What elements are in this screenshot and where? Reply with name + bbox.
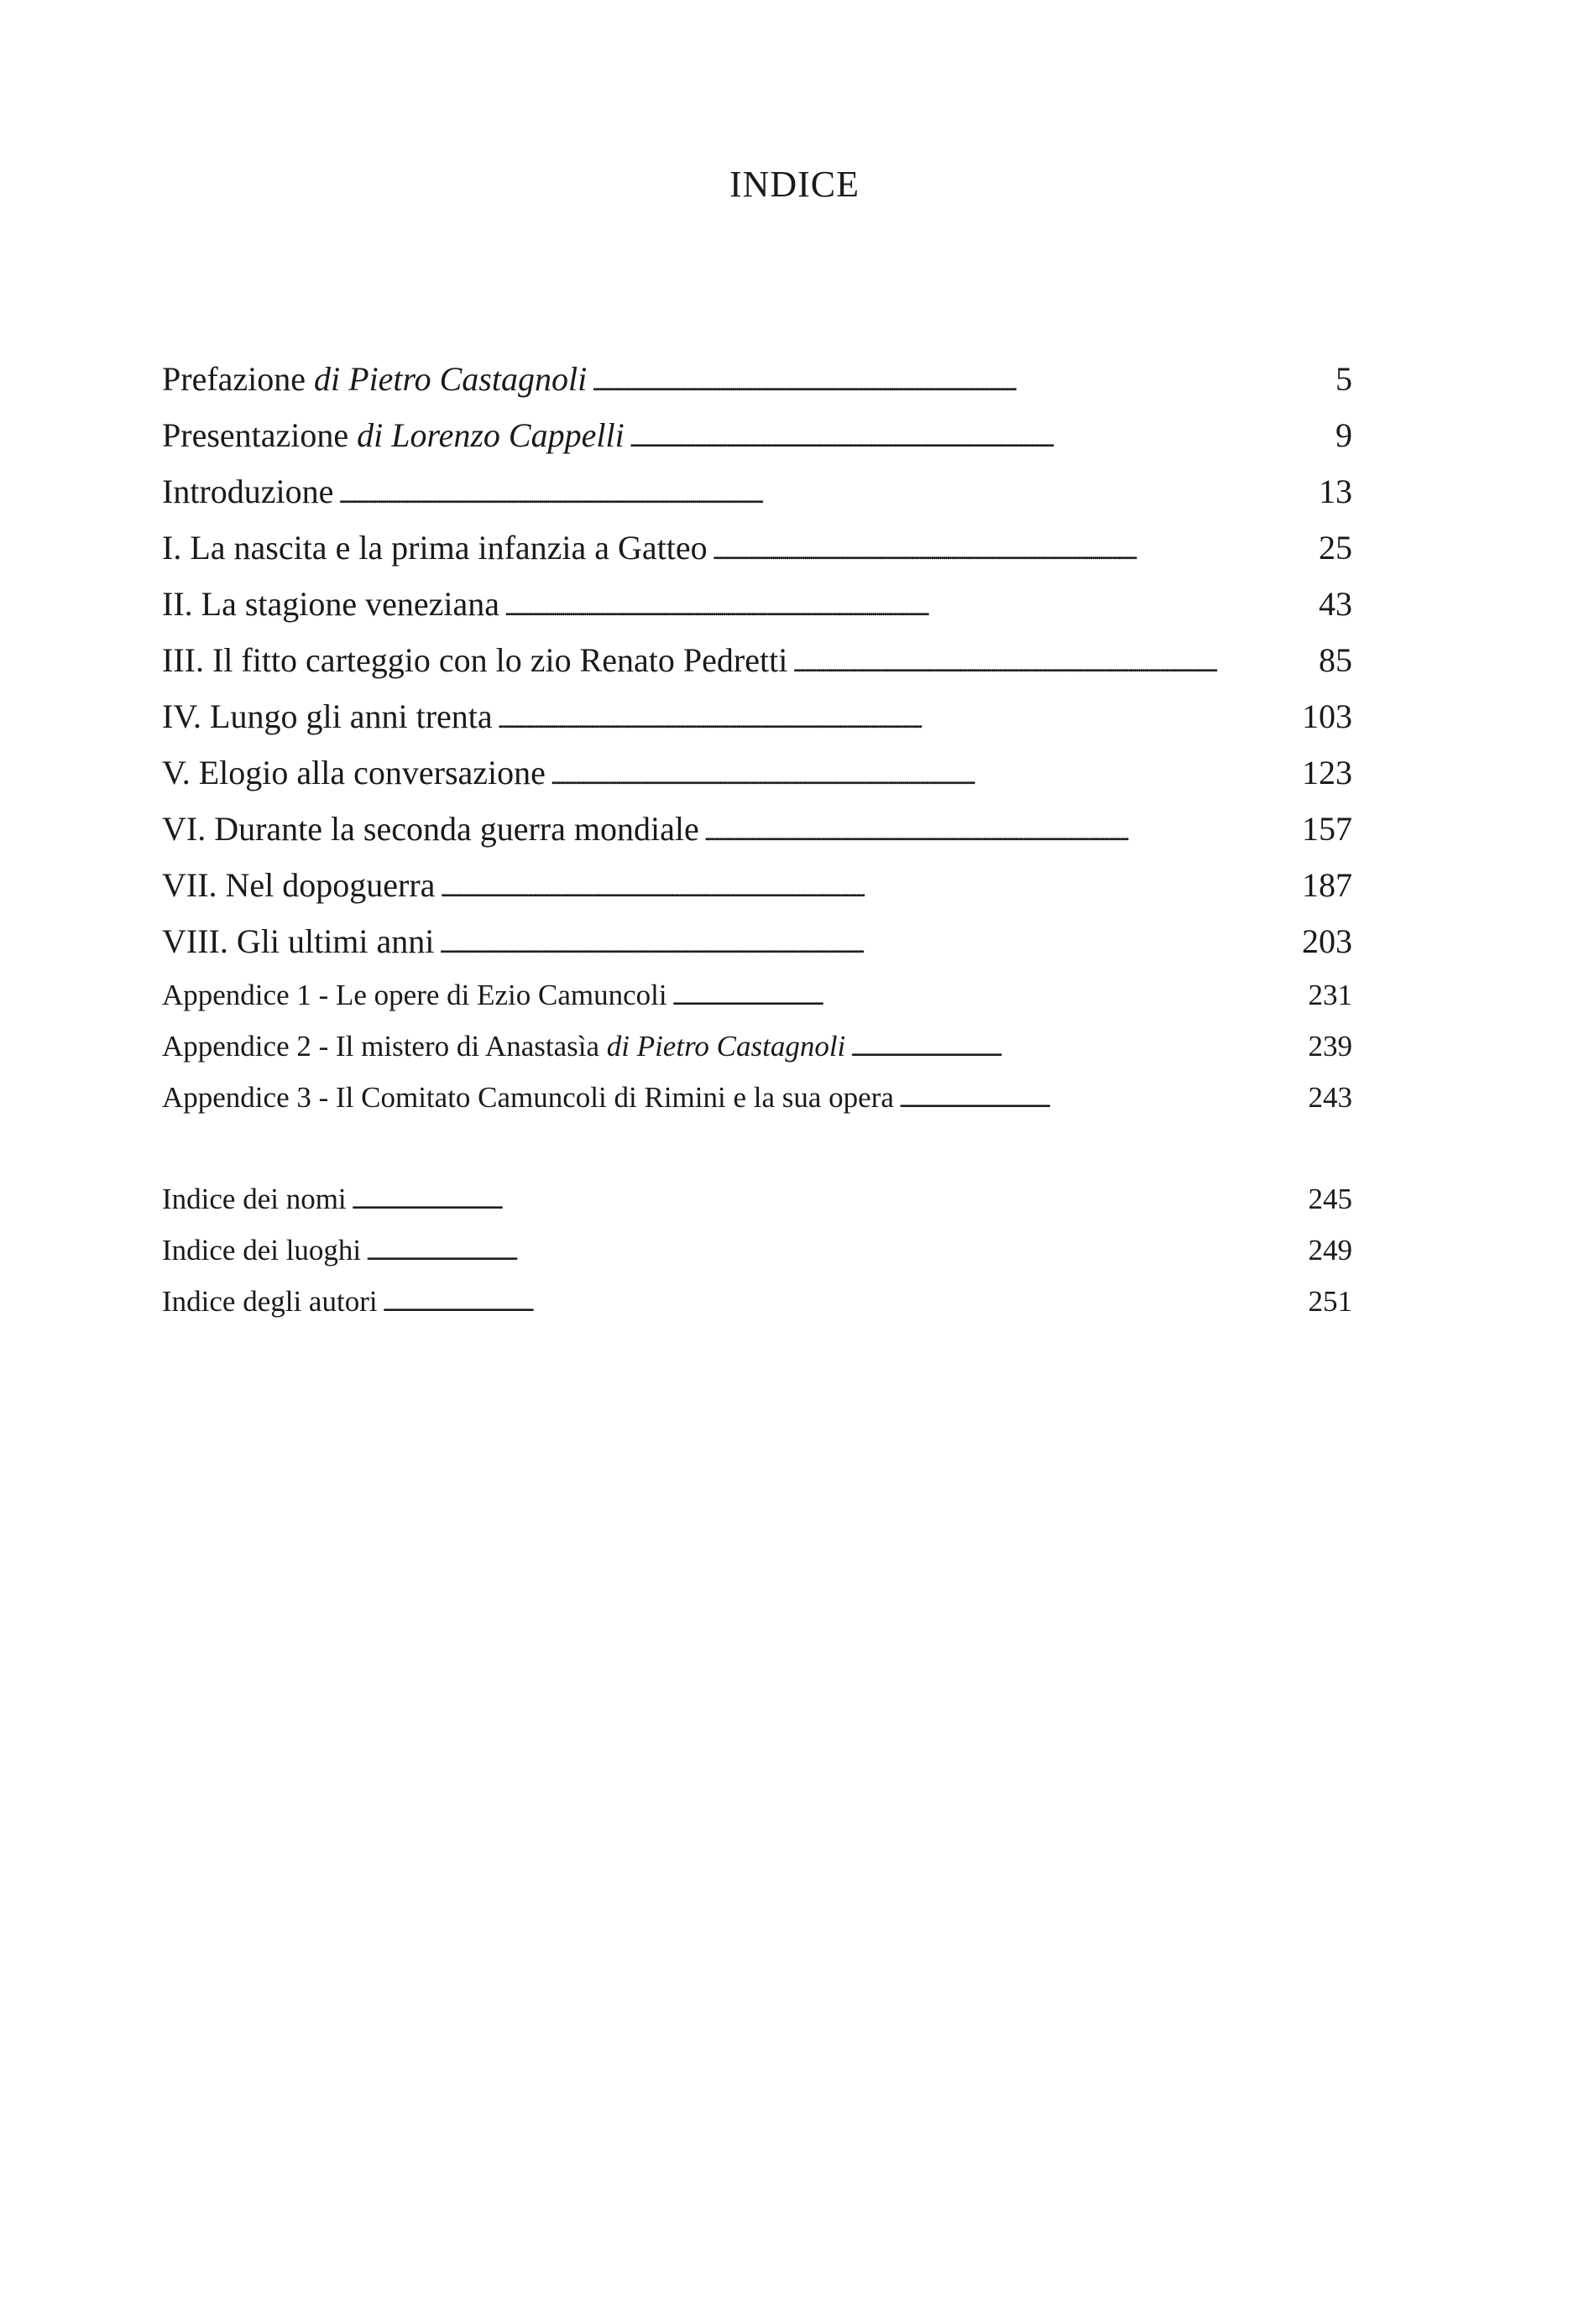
toc-entry: [162, 978, 1352, 1016]
dot-leader: [366, 1233, 1303, 1272]
dot-leader: [592, 359, 1330, 405]
toc-entry: [162, 1029, 1352, 1068]
toc-entry: [162, 415, 1352, 461]
toc-entry: [162, 697, 1352, 742]
toc-entry: [162, 753, 1352, 798]
entry-title: I. La nascita e la prima infanzia a Gatteo: [162, 529, 708, 567]
entry-title: VIII. Gli ultimi anni: [162, 922, 435, 960]
entry-title: Indice dei nomi: [162, 1183, 347, 1215]
dot-leader: [338, 472, 1314, 517]
toc-entry: [162, 472, 1352, 517]
entry-author: di Lorenzo Cappelli: [357, 416, 625, 454]
toc-entry: [162, 584, 1352, 629]
entry-title: Appendice 1 - Le opere di Ezio Camuncoli: [162, 979, 667, 1011]
entry-title: Appendice 3 - Il Comitato Camuncoli di Rimini e la sua opera: [162, 1081, 894, 1114]
dot-leader: [439, 922, 1297, 967]
entry-title: Presentazione: [162, 416, 358, 454]
dot-leader: [383, 1284, 1304, 1323]
entry-page-number: 43: [1319, 585, 1352, 623]
entry-page-number: 9: [1335, 416, 1352, 454]
entry-title: V. Elogio alla conversazione: [162, 754, 546, 791]
dot-leader: [792, 640, 1314, 686]
dot-leader: [850, 1029, 1303, 1068]
entry-page-number: 5: [1335, 360, 1352, 398]
toc-entry: [162, 1233, 1352, 1272]
entry-title: VI. Durante la seconda guerra mondiale: [162, 810, 699, 848]
dot-leader: [440, 865, 1297, 911]
entry-page-number: 123: [1302, 754, 1352, 791]
entry-page-number: 85: [1319, 641, 1352, 679]
entry-page-number: 231: [1308, 979, 1352, 1011]
entry-title: Indice degli autori: [162, 1285, 378, 1318]
toc-entry: [162, 1080, 1352, 1119]
entry-author: di Pietro Castagnoli: [314, 360, 588, 398]
entry-page-number: 157: [1302, 810, 1352, 848]
entry-page-number: 251: [1308, 1285, 1352, 1318]
toc-entry: [162, 528, 1352, 573]
toc-entry: [162, 359, 1352, 405]
entry-author: di Pietro Castagnoli: [606, 1030, 846, 1063]
dot-leader: [504, 584, 1314, 629]
entry-title: III. Il fitto carteggio con lo zio Renato Pedretti: [162, 641, 788, 679]
toc-entry: [162, 865, 1352, 911]
entry-title: VII. Nel dopoguerra: [162, 866, 436, 904]
entry-page-number: 243: [1308, 1081, 1352, 1114]
entry-title: Introduzione: [162, 473, 334, 510]
entry-page-number: 103: [1302, 697, 1352, 735]
dot-leader: [713, 528, 1314, 573]
entry-page-number: 239: [1308, 1030, 1352, 1063]
entry-page-number: 25: [1319, 529, 1352, 567]
toc-entry: [162, 1284, 1352, 1323]
entry-page-number: 187: [1302, 866, 1352, 904]
dot-leader: [352, 1182, 1304, 1220]
entry-title: Indice dei luoghi: [162, 1234, 362, 1266]
entry-title: IV. Lungo gli anni trenta: [162, 697, 493, 735]
dot-leader: [498, 697, 1297, 742]
entry-title: Prefazione: [162, 360, 315, 398]
toc-entry: [162, 922, 1352, 967]
dot-leader: [630, 415, 1330, 461]
dot-leader: [899, 1080, 1304, 1119]
page-title: INDICE: [729, 164, 860, 205]
entry-title: II. La stagione veneziana: [162, 585, 500, 623]
entry-page-number: 249: [1308, 1234, 1352, 1266]
dot-leader: [551, 753, 1297, 798]
dot-leader: [672, 978, 1304, 1016]
entry-title: Appendice 2 - Il mistero di Anastasìa: [162, 1030, 607, 1063]
toc-entry: [162, 1182, 1352, 1220]
entry-page-number: 13: [1319, 473, 1352, 510]
dot-leader: [704, 809, 1297, 854]
entry-page-number: 245: [1308, 1183, 1352, 1215]
entry-page-number: 203: [1302, 922, 1352, 960]
toc-entry: [162, 640, 1352, 686]
toc-entry: [162, 809, 1352, 854]
